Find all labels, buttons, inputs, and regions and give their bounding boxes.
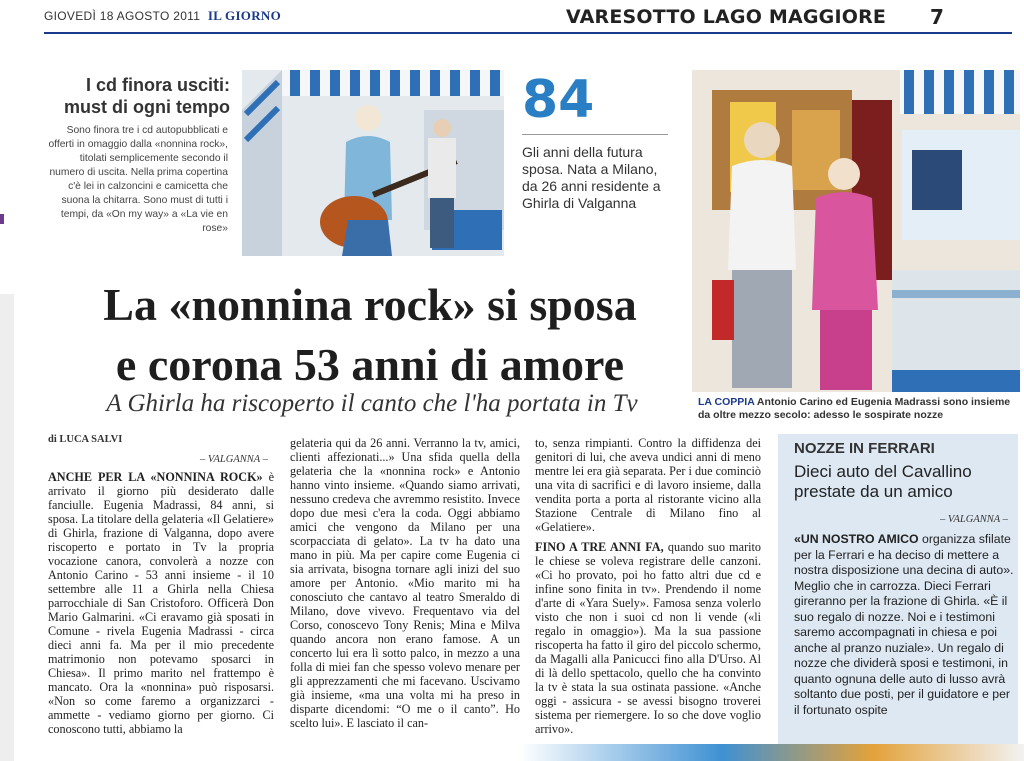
- sidebar-text: [794, 532, 1014, 718]
- article-column-2: gelateria qui da 26 anni. Verranno la tv, amici, clienti affezionati...» Una sfida quella della gelateria che la «nonnina rock» e Antonio hanno vinto insieme. «Quando siamo arrivati, nessuno credeva che avremmo resistito. Invece dopo due mesi c'era la coda. Oggi abbiamo amici che vengono da Milano per una scorpacciata di gelato». La tv ha dato una mano in più. Ma per capire come Eugenia ci sia arrivata, bisogna tornare agli inizi del suo amore per Antonio. «Mio marito mi ha conosciuto che cantavo al teatro Smeraldo di Milano, dove vivevo. Frequentavo via del Corso, conoscevo Tony Renis; Mina e Milva quando ancora non erano famose. A un concerto lui era lì sotto palco, in mezzo a una folla di miei fan che spesso volevo menare per gli apprezzamenti che mi facevano. Uscivamo già insieme, «ma una volta mi ha preso in disparte dicendomi: “O me o il canto”. Ho scelto lui». E lasciato il can-: [290, 436, 520, 730]
- stat-number: 84: [522, 70, 595, 130]
- headline: [60, 279, 680, 390]
- bottom-ad-strip: [520, 744, 1024, 761]
- stat-rule: [522, 134, 668, 135]
- article-column-3a: to, senza rimpianti. Contro la diffidenza dei genitori di lui, che aveva undici anni di meno mentre lei era già separata. Per i due cominciò una vita di sacrifici e di lavoro insieme, dalla vendita porta a porta al ristorante vicino alla Stazione Centrale di Milano fino al «Gelatiere».: [535, 436, 761, 534]
- photo-nonnina-guitar: [242, 70, 504, 256]
- column1-lead: ANCHE PER LA «NONNINA ROCK»: [48, 470, 263, 484]
- article-column-3b: [535, 540, 761, 736]
- scan-edge: [0, 294, 14, 761]
- photo-couple: [692, 70, 1020, 392]
- column3-text: quando suo marito le chiese se voleva registrare delle canzoni. «Ci ho provato, poi ho fatto altri due cd e infine sono finita in tv». Prendendo il nome d'arte di «Yara Suely». Famosa senza volerlo visto che non i suoi cd non li vende («li regalo in omaggio»). Ma la sua passione riscoperta ha fatto il giro del piccolo schermo, da Magalli alla Panicucci fino alla D'Urso. Al di là dello spettacolo, quello che ha convinto la tv è stata la sua ostinata passione. «Anche oggi - assicura - se avessi bisogno troverei sistema per riemergere. Io so che dove voglio arrivo».: [535, 540, 761, 736]
- newspaper-name: IL GIORNO: [207, 8, 282, 23]
- byline: di LUCA SALVI: [48, 434, 123, 445]
- subheadline: A Ghirla ha riscoperto il canto che l'ha portata in Tv: [106, 390, 638, 417]
- caption-text: Antonio Carino ed Eugenia Madrassi sono insieme da oltre mezzo secolo: adesso le sospirate nozze: [698, 396, 1011, 421]
- headline-line2: e corona 53 anni di amore: [115, 339, 625, 390]
- column1-text: è arrivato il giorno più desiderato dalle fanciulle. Eugenia Madrassi, 84 anni, si sposa. La titolare della gelateria «Il Gelatiere» di Ghirla, frazione di Valganna, dopo avere riscoperto e portato in Tv la propria vocazione canora, convolerà a nozze con Antonio Carino - 53 anni insieme - il 10 settembre alle 11 a Ghirla nella Chiesa parrocchiale di San Cristoforo. Officerà Don Mario Galmarini. «Ci eravamo già sposati in Comune - rivela Eugenia Madrassi - circa dieci anni fa. Ma per il mio precedente matrimonio non potevamo sposarci in Chiesa». Il primo marito nel frattempo è mancato. Ora la «nonnina» può risposarsi. «Non so come faremo a organizzarci - ammette - vediamo giorno per giorno. Ci conoscono tutti, abbiamo la: [48, 470, 274, 736]
- caption-lead: LA COPPIA: [698, 396, 755, 408]
- article-dateline: – VALGANNA –: [200, 454, 268, 465]
- sidebar-subtitle: Dieci auto del Cavallino prestate da un amico: [794, 462, 972, 501]
- cd-box-text: Sono finora tre i cd autopubblicati e offerti in omaggio dalla «nonnina rock», titolati semplicemente secondo il numero di uscita. Nella prima copertina c'è lei in calzoncini e camicetta che suona la chitarra. Sono must di tutti i tempi, da «On my way» a «La vie en rose»: [48, 125, 228, 234]
- headline-line1: La «nonnina rock» si sposa: [103, 279, 637, 330]
- column3-lead: FINO A TRE ANNI FA,: [535, 540, 664, 554]
- photo-nonnina-guitar-illustration: [242, 70, 504, 256]
- issue-date: GIOVEDÌ 18 AGOSTO 2011: [44, 9, 201, 23]
- page-number: 7: [930, 5, 944, 29]
- section-title: VARESOTTO LAGO MAGGIORE: [566, 6, 887, 28]
- photo-caption: [698, 396, 1014, 422]
- sidebar-lead: «UN NOSTRO AMICO: [794, 532, 919, 546]
- photo-couple-illustration: [692, 70, 1020, 392]
- page-header-date: [44, 8, 281, 24]
- header-rule: [44, 32, 1012, 34]
- sidebar-title: NOZZE IN FERRARI: [794, 440, 935, 457]
- stat-text: Gli anni della futura sposa. Nata a Milano, da 26 anni residente a Ghirla di Valganna: [522, 144, 661, 211]
- article-column-1: [48, 470, 274, 736]
- sidebar-body: organizza sfilate per la Ferrari e ha deciso di mettere a nostra disposizione una decina di auto». Meglio che in carrozza. Dieci Ferrari gireranno per la frazione di Ghirla. «È il suo regalo di nozze. Noi e i testimoni saremo accompagnati in chiesa e poi anche al pranzo nuziale». Un regalo di nozze che dividerà sposi e testimoni, in quanto ognuna delle auto di lusso avrà soltanto due posti, per il guidatore e per il fortunato ospite: [794, 532, 1014, 717]
- scan-mark: [0, 214, 4, 224]
- cd-box-title: I cd finora usciti: must di ogni tempo: [64, 75, 230, 117]
- sidebar-dateline: – VALGANNA –: [940, 514, 1008, 525]
